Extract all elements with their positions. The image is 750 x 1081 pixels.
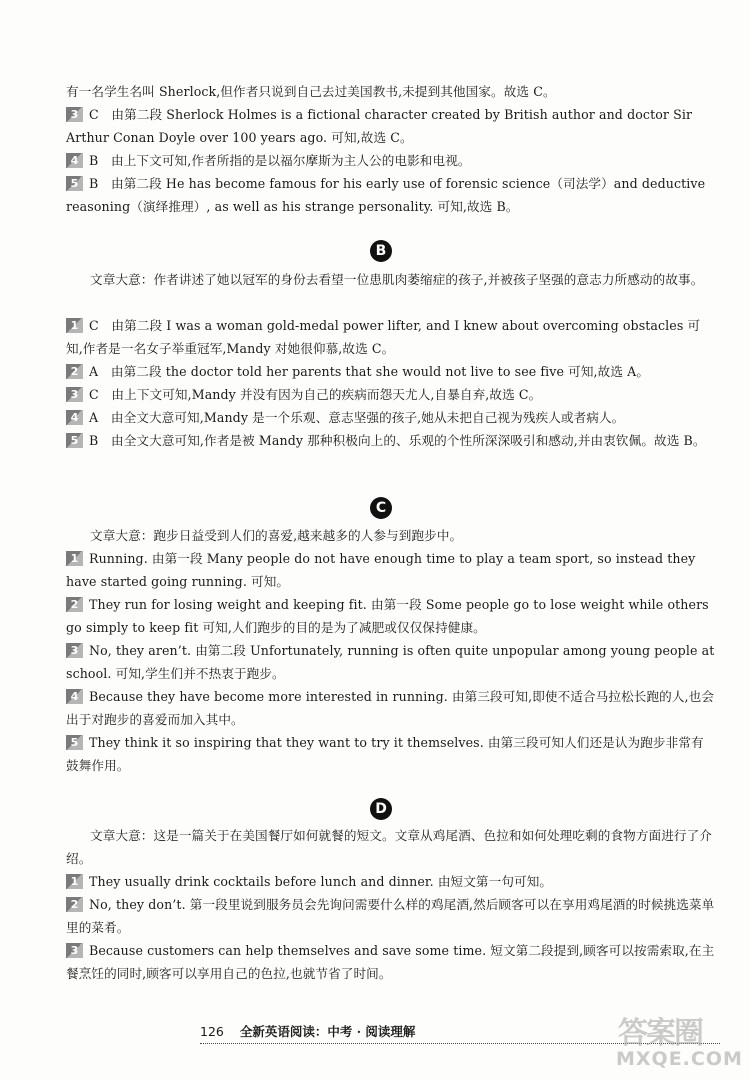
c-answer-4: 4 Because they have become more interested in running. 由第三段可知,即使不适合马拉松长跑的人,也会出于对跑步的喜爱而加入其中。 (66, 689, 715, 727)
question-number-badge: 3 (66, 107, 83, 122)
a-answer-4: 4 B 由上下文可知,作者所指的是以福尔摩斯为主人公的电影和电视。 (66, 149, 716, 172)
b-answer-1: 1 C 由第二段 I was a woman gold-medal power lifter, and I knew about overcoming obstacles 可知,作者是一名女子举重冠军,Mandy 对她很仰慕,故选 C。 (66, 318, 701, 356)
page-number: 126 (200, 1024, 224, 1039)
question-number-badge: 4 (66, 153, 83, 168)
b-answer-2: 2 A 由第二段 the doctor told her parents that she would not live to see five 可知,故选 A。 (66, 360, 716, 383)
watermark-logo: 答案圈 MXQE.COM (616, 1016, 743, 1070)
d-summary: 文章大意：这是一篇关于在美国餐厅如何就餐的短文。文章从鸡尾酒、色拉和如何处理吃剩的食物方面进行了介绍。 (66, 828, 712, 866)
question-number-badge: 5 (66, 433, 83, 448)
c-answer-5: 5 They think it so inspiring that they want to try it themselves. 由第三段可知人们还是认为跑步非常有鼓舞作用。 (66, 735, 704, 773)
a-intro-continuation: 有一名学生名叫 Sherlock,但作者只说到自己去过美国教书,未提到其他国家。故选 C。 (66, 84, 556, 99)
b-answer-4: 4 A 由全文大意可知,Mandy 是一个乐观、意志坚强的孩子,她从未把自己视为残疾人或者病人。 (66, 406, 716, 429)
question-number-badge: 4 (66, 689, 83, 704)
c-answer-1: 1 Running. 由第一段 Many people do not have enough time to play a team sport, so instead they have started going running. 可知。 (66, 551, 696, 589)
b-answer-5: 5 B 由全文大意可知,作者是被 Mandy 那种积极向上的、乐观的个性所深深吸引和感动,并由衷钦佩。故选 B。 (66, 429, 716, 452)
section-c-marker: C (370, 497, 392, 519)
question-number-badge: 4 (66, 410, 83, 425)
question-number-badge: 3 (66, 943, 83, 958)
c-answer-3: 3 No, they aren’t. 由第二段 Unfortunately, running is often quite unpopular among young people at school. 可知,学生们并不热衷于跑步。 (66, 643, 715, 681)
b-summary: 文章大意：作者讲述了她以冠军的身份去看望一位患肌肉萎缩症的孩子,并被孩子坚强的意志力所感动的故事。 (90, 272, 704, 287)
question-number-badge: 1 (66, 551, 83, 566)
d-answer-2: 2 No, they don’t. 第一段里说到服务员会先询问需要什么样的鸡尾酒,然后顾客可以在享用鸡尾酒的时候挑选菜单里的菜肴。 (66, 897, 715, 935)
section-d-marker: D (370, 798, 392, 820)
section-b-marker: B (370, 240, 392, 262)
d-answer-3: 3 Because customers can help themselves and save some time. 短文第二段提到,顾客可以按需索取,在主餐烹饪的同时,顾客可以享用自己的色拉,也就节省了时间。 (66, 943, 715, 981)
question-number-badge: 5 (66, 176, 83, 191)
a-answer-3: 3 C 由第二段 Sherlock Holmes is a fictional character created by British author and doctor Sir Arthur Conan Doyle over 100 years ago. 可知,故选 C。 (66, 107, 693, 145)
c-summary: 文章大意：跑步日益受到人们的喜爱,越来越多的人参与到跑步中。 (90, 528, 463, 543)
d-answer-1: 1 They usually drink cocktails before lunch and dinner. 由短文第一句可知。 (66, 870, 716, 893)
a-answer-5: 5 B 由第二段 He has become famous for his early use of forensic science（司法学）and deductive reasoning（演绎推理）, as well as his strange personality. 可知,故选 B。 (66, 176, 706, 214)
question-number-badge: 3 (66, 387, 83, 402)
question-number-badge: 2 (66, 364, 83, 379)
question-number-badge: 2 (66, 897, 83, 912)
c-answer-2: 2 They run for losing weight and keeping fit. 由第一段 Some people go to lose weight while others go simply to keep fit 可知,人们跑步的目的是为了减肥或仅仅保持健康。 (66, 597, 709, 635)
book-title: 全新英语阅读：中考 · 阅读理解 (239, 1024, 416, 1039)
question-number-badge: 2 (66, 597, 83, 612)
question-number-badge: 1 (66, 318, 83, 333)
question-number-badge: 3 (66, 643, 83, 658)
question-number-badge: 5 (66, 735, 83, 750)
b-answer-3: 3 C 由上下文可知,Mandy 并没有因为自己的疾病而怨天尤人,自暴自弃,故选 C。 (66, 383, 716, 406)
question-number-badge: 1 (66, 874, 83, 889)
